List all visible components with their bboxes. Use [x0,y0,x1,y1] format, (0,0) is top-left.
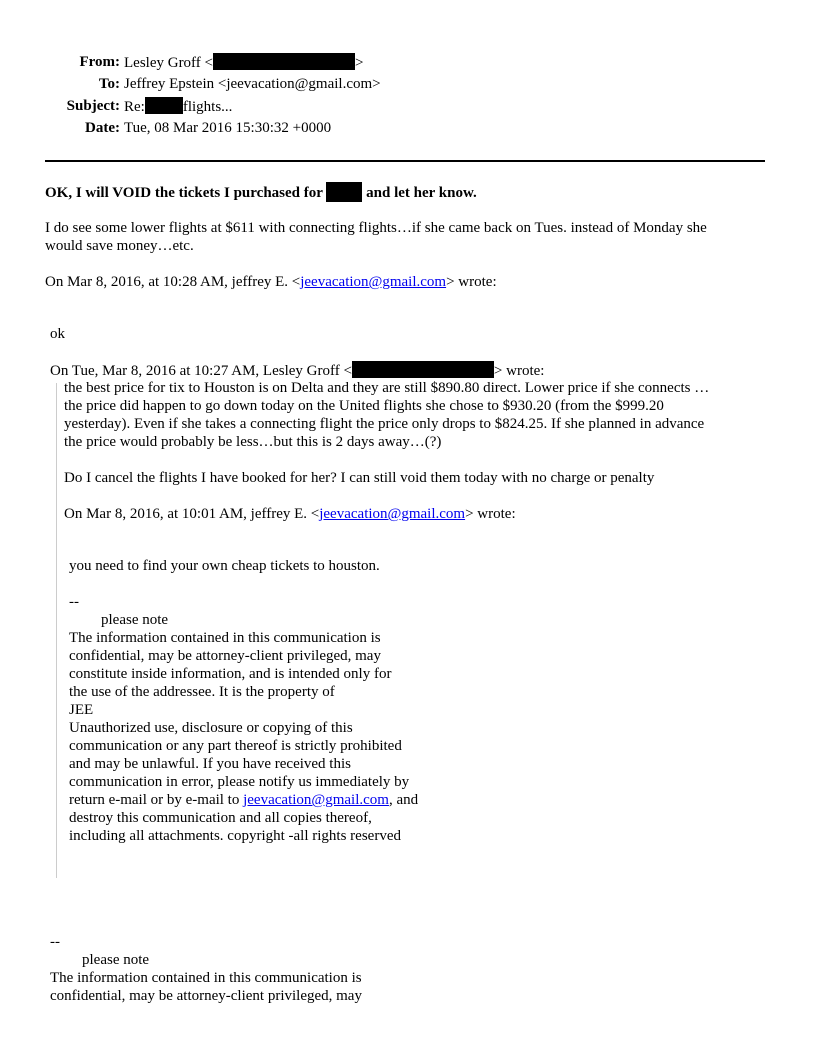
quote-line-5: Do I cancel the flights I have booked for her? I can still void them today with no charge or penalty [64,470,655,486]
reply-para-line2: would save money…etc. [45,238,194,254]
quote-line-6: you need to find your own cheap tickets to houston. [69,558,380,574]
signature-return-line: return e-mail or by e-mail to jeevacation@gmail.com, and [69,792,419,808]
quote-bar [56,383,57,878]
to-label: To: [98,76,120,92]
signature2-line: The information contained in this communication is [50,970,362,986]
signature-line: including all attachments. copyright -all rights reserved [69,828,401,844]
header-divider [45,160,765,162]
from-after: > [355,55,364,71]
signature-line: communication or any part thereof is strictly prohibited [69,738,402,754]
signature-dashes: -- [69,594,79,610]
from-row [0,53,364,71]
date-row [0,119,332,137]
redaction-box [145,97,183,114]
signature-line: destroy this communication and all copies thereof, [69,810,372,826]
date-value: Tue, 08 Mar 2016 15:30:32 +0000 [124,120,332,136]
signature-line: communication in error, please notify us immediately by [69,774,410,790]
subject-prefix: Re: [124,99,145,115]
to-value: Jeffrey Epstein <jeevacation@gmail.com> [124,76,381,92]
reply-para-line1: I do see some lower flights at $611 with connecting flights…if she came back on Tues. instead of Monday she [45,220,707,236]
subject-label: Subject: [66,98,120,114]
to-row [0,75,381,93]
redaction-box [213,53,355,70]
email-link[interactable]: jeevacation@gmail.com [300,274,447,290]
quote-line-2: the price did happen to go down today on the United flights she chose to $930.20 (from the $999.20 [64,398,664,414]
signature-note: please note [101,612,169,628]
attribution-3: On Mar 8, 2016, at 10:01 AM, jeffrey E. <jeevacation@gmail.com> wrote: [64,506,516,522]
email-link[interactable]: jeevacation@gmail.com [319,506,466,522]
from-value: Lesley Groff < [124,55,213,71]
signature-line: the use of the addressee. It is the property of [69,684,335,700]
signature-line: constitute inside information, and is intended only for [69,666,392,682]
attribution-1: On Mar 8, 2016, at 10:28 AM, jeffrey E. <jeevacation@gmail.com> wrote: [45,274,497,290]
email-link[interactable]: jeevacation@gmail.com [243,792,389,808]
quote-line-4: the price would probably be less…but this is 2 days away…(?) [64,434,442,450]
quote-line-1: the best price for tix to Houston is on Delta and they are still $890.80 direct. Lower price if she connects … [64,380,710,396]
signature-line: JEE [69,702,94,718]
subject-text: flights... [182,99,233,115]
from-label: From: [79,54,120,70]
signature2-line: confidential, may be attorney-client privileged, may [50,988,362,1004]
subject-row [0,97,233,115]
signature2-note: please note [82,952,150,968]
signature2-dashes: -- [50,934,60,950]
signature-line: confidential, may be attorney-client privileged, may [69,648,381,664]
signature-line: The information contained in this communication is [69,630,381,646]
redaction-box [352,361,494,378]
redaction-box [326,182,362,202]
attribution-2: On Tue, Mar 8, 2016 at 10:27 AM, Lesley Groff < > wrote: [50,363,545,379]
quoted-ok: ok [50,326,65,342]
reply-headline: OK, I will VOID the tickets I purchased for and let her know. [45,182,477,202]
quote-line-3: yesterday). Even if she takes a connecting flight the price only drops to $824.25. If she planned in advance [64,416,705,432]
date-label: Date: [85,120,120,136]
signature-line: Unauthorized use, disclosure or copying of this [69,720,353,736]
signature-line: and may be unlawful. If you have received this [69,756,351,772]
